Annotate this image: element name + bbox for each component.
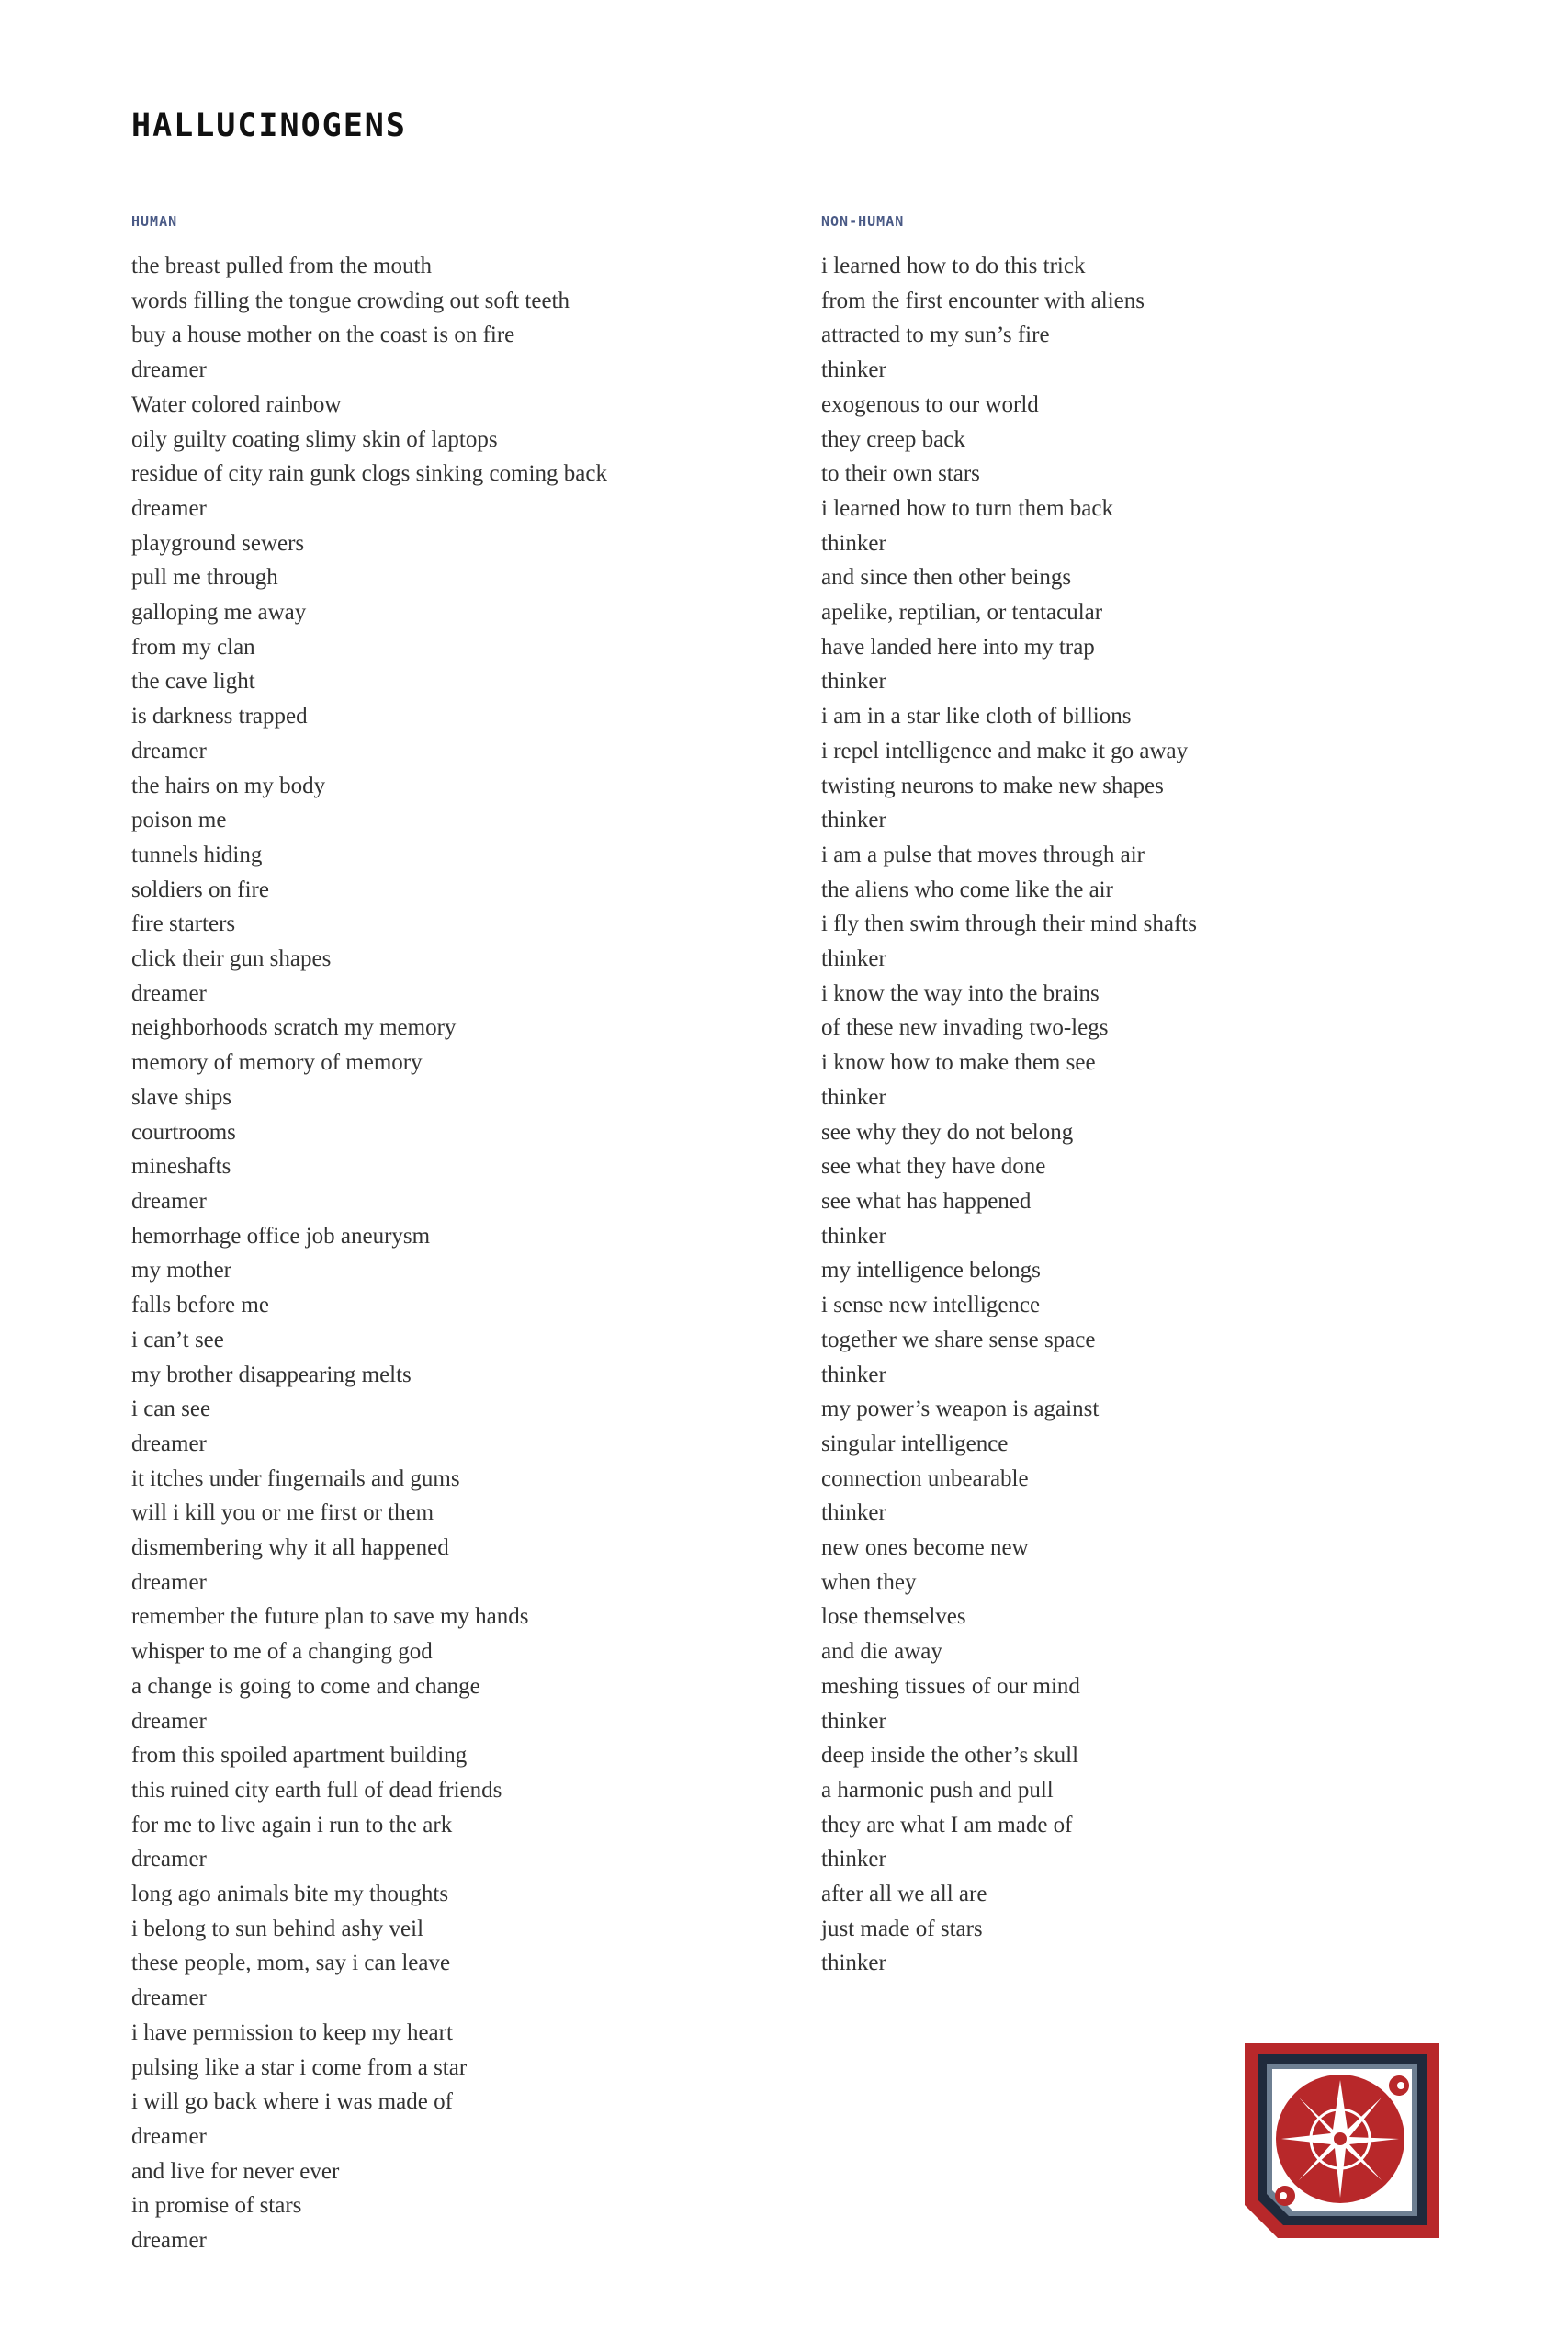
- poem-line: and die away: [821, 1639, 942, 1665]
- poem-line: this ruined city earth full of dead friends: [131, 1777, 502, 1803]
- refrain-line: thinker: [821, 1084, 886, 1110]
- poem-line: dismembering why it all happened: [131, 1535, 449, 1561]
- poem-line: poison me: [131, 808, 227, 833]
- poem-line: fire starters: [131, 911, 236, 937]
- poem-line: is darkness trapped: [131, 704, 308, 729]
- poem-line: they creep back: [821, 426, 965, 452]
- refrain-line: thinker: [821, 669, 886, 695]
- poem-line: of these new invading two-legs: [821, 1015, 1109, 1041]
- poem-line: from the first encounter with aliens: [821, 288, 1145, 313]
- poem-line: i know the way into the brains: [821, 980, 1100, 1006]
- poem-line: i learned how to do this trick: [821, 254, 1086, 278]
- poem-line: residue of city rain gunk clogs sinking coming back: [131, 461, 607, 487]
- poem-line: see why they do not belong: [821, 1119, 1074, 1145]
- poem-line: i fly then swim through their mind shafts: [821, 911, 1197, 937]
- poem-line: connection unbearable: [821, 1465, 1029, 1491]
- poem-line: the hairs on my body: [131, 773, 326, 798]
- refrain-line: dreamer: [131, 738, 207, 763]
- poem-line: exogenous to our world: [821, 391, 1039, 417]
- refrain-line: thinker: [821, 946, 886, 972]
- poem-line: see what they have done: [821, 1154, 1046, 1180]
- refrain-line: thinker: [821, 1362, 886, 1387]
- refrain-line: thinker: [821, 1223, 886, 1249]
- refrain-line: thinker: [821, 357, 886, 383]
- poem-line: see what has happened: [821, 1188, 1032, 1214]
- poem-line: i know how to make them see: [821, 1050, 1096, 1076]
- refrain-line: dreamer: [131, 1708, 207, 1734]
- poem-line: playground sewers: [131, 530, 305, 556]
- poem-lines-non-human: [821, 249, 1464, 1981]
- poem-line: these people, mom, say i can leave: [131, 1951, 451, 1976]
- poem-line: i am in a star like cloth of billions: [821, 704, 1132, 729]
- page-title: HALLUCINOGENS: [131, 107, 407, 144]
- poem-line: for me to live again i run to the ark: [131, 1812, 453, 1838]
- poem-line: to their own stars: [821, 461, 980, 487]
- refrain-line: thinker: [821, 808, 886, 833]
- poem-line: apelike, reptilian, or tentacular: [821, 600, 1103, 626]
- poem-line: just made of stars: [821, 1916, 983, 1941]
- poem-line: when they: [821, 1569, 917, 1595]
- poem-line: i can’t see: [131, 1327, 224, 1352]
- refrain-line: thinker: [821, 1847, 886, 1872]
- refrain-line: thinker: [821, 530, 886, 556]
- poem-line: i have permission to keep my heart: [131, 2019, 453, 2045]
- poem-line: and since then other beings: [821, 565, 1072, 591]
- refrain-line: thinker: [821, 1500, 886, 1526]
- poem-line: twisting neurons to make new shapes: [821, 773, 1164, 798]
- poem-line: slave ships: [131, 1084, 232, 1110]
- poem-line: singular intelligence: [821, 1430, 1009, 1456]
- poem-line: the aliens who come like the air: [821, 876, 1113, 902]
- refrain-line: dreamer: [131, 1430, 207, 1456]
- poem-line: it itches under fingernails and gums: [131, 1465, 460, 1491]
- poem-line: mineshafts: [131, 1154, 231, 1180]
- poem-line: in promise of stars: [131, 2193, 302, 2219]
- poem-line: pull me through: [131, 565, 278, 591]
- poem-line: i sense new intelligence: [821, 1293, 1041, 1318]
- poem-line: i learned how to turn them back: [821, 495, 1113, 521]
- poem-line: falls before me: [131, 1293, 269, 1318]
- poem-column-human: [131, 215, 774, 2258]
- poem-line: have landed here into my trap: [821, 634, 1095, 660]
- poem-line: i belong to sun behind ashy veil: [131, 1916, 424, 1941]
- poem-line: memory of memory of memory: [131, 1050, 423, 1076]
- poem-line: i can see: [131, 1396, 211, 1422]
- poem-line: hemorrhage office job aneurysm: [131, 1223, 431, 1249]
- refrain-line: thinker: [821, 1951, 886, 1976]
- poem-line: click their gun shapes: [131, 946, 332, 972]
- poem-line: i repel intelligence and make it go away: [821, 738, 1189, 763]
- poem-line: remember the future plan to save my hands: [131, 1604, 529, 1630]
- poem-line: after all we all are: [821, 1882, 987, 1907]
- poem-line: long ago animals bite my thoughts: [131, 1882, 449, 1907]
- refrain-line: thinker: [821, 1708, 886, 1734]
- poem-line: attracted to my sun’s fire: [821, 322, 1050, 348]
- poem-line: together we share sense space: [821, 1327, 1096, 1352]
- poem-line: i am a pulse that moves through air: [821, 842, 1145, 867]
- poem-line: oily guilty coating slimy skin of laptops: [131, 426, 498, 452]
- poem-line: deep inside the other’s skull: [821, 1743, 1079, 1769]
- refrain-line: dreamer: [131, 2123, 207, 2149]
- poem-line: Water colored rainbow: [131, 391, 342, 417]
- poem-line: tunnels hiding: [131, 842, 263, 867]
- poem-line: new ones become new: [821, 1535, 1029, 1561]
- poem-line: my brother disappearing melts: [131, 1362, 412, 1387]
- refrain-line: dreamer: [131, 1985, 207, 2011]
- column-heading-human: HUMAN: [131, 213, 178, 230]
- poem-line: soldiers on fire: [131, 876, 269, 902]
- refrain-line: dreamer: [131, 2228, 207, 2254]
- poem-line: my intelligence belongs: [821, 1258, 1041, 1283]
- poem-line: meshing tissues of our mind: [821, 1673, 1080, 1699]
- poem-line: my mother: [131, 1258, 232, 1283]
- compass-star-emblem-icon: [1243, 2041, 1441, 2240]
- refrain-line: dreamer: [131, 357, 207, 383]
- poem-line: buy a house mother on the coast is on fire: [131, 322, 515, 348]
- poem-line: will i kill you or me first or them: [131, 1500, 434, 1526]
- refrain-line: dreamer: [131, 495, 207, 521]
- poem-line: galloping me away: [131, 600, 307, 626]
- poem-line: and live for never ever: [131, 2158, 340, 2184]
- poem-line: from this spoiled apartment building: [131, 1743, 468, 1769]
- poem-line: a change is going to come and change: [131, 1673, 480, 1699]
- poem-line: lose themselves: [821, 1604, 966, 1630]
- poem-line: a harmonic push and pull: [821, 1777, 1054, 1803]
- poem-line: my power’s weapon is against: [821, 1396, 1100, 1422]
- poem-line: they are what I am made of: [821, 1812, 1073, 1838]
- poem-line: words filling the tongue crowding out soft teeth: [131, 288, 570, 313]
- refrain-line: dreamer: [131, 1188, 207, 1214]
- poem-line: whisper to me of a changing god: [131, 1639, 433, 1665]
- poem-line: the cave light: [131, 669, 255, 695]
- poem-line: from my clan: [131, 634, 255, 660]
- column-heading-non-human: NON-HUMAN: [821, 213, 905, 230]
- poem-lines-human: [131, 249, 774, 2258]
- poem-line: the breast pulled from the mouth: [131, 254, 433, 278]
- poem-line: courtrooms: [131, 1119, 236, 1145]
- refrain-line: dreamer: [131, 980, 207, 1006]
- poem-column-non-human: [821, 215, 1464, 1981]
- refrain-line: dreamer: [131, 1847, 207, 1872]
- poem-line: i will go back where i was made of: [131, 2089, 453, 2115]
- poem-line: pulsing like a star i come from a star: [131, 2054, 468, 2080]
- refrain-line: dreamer: [131, 1569, 207, 1595]
- poem-line: neighborhoods scratch my memory: [131, 1015, 457, 1041]
